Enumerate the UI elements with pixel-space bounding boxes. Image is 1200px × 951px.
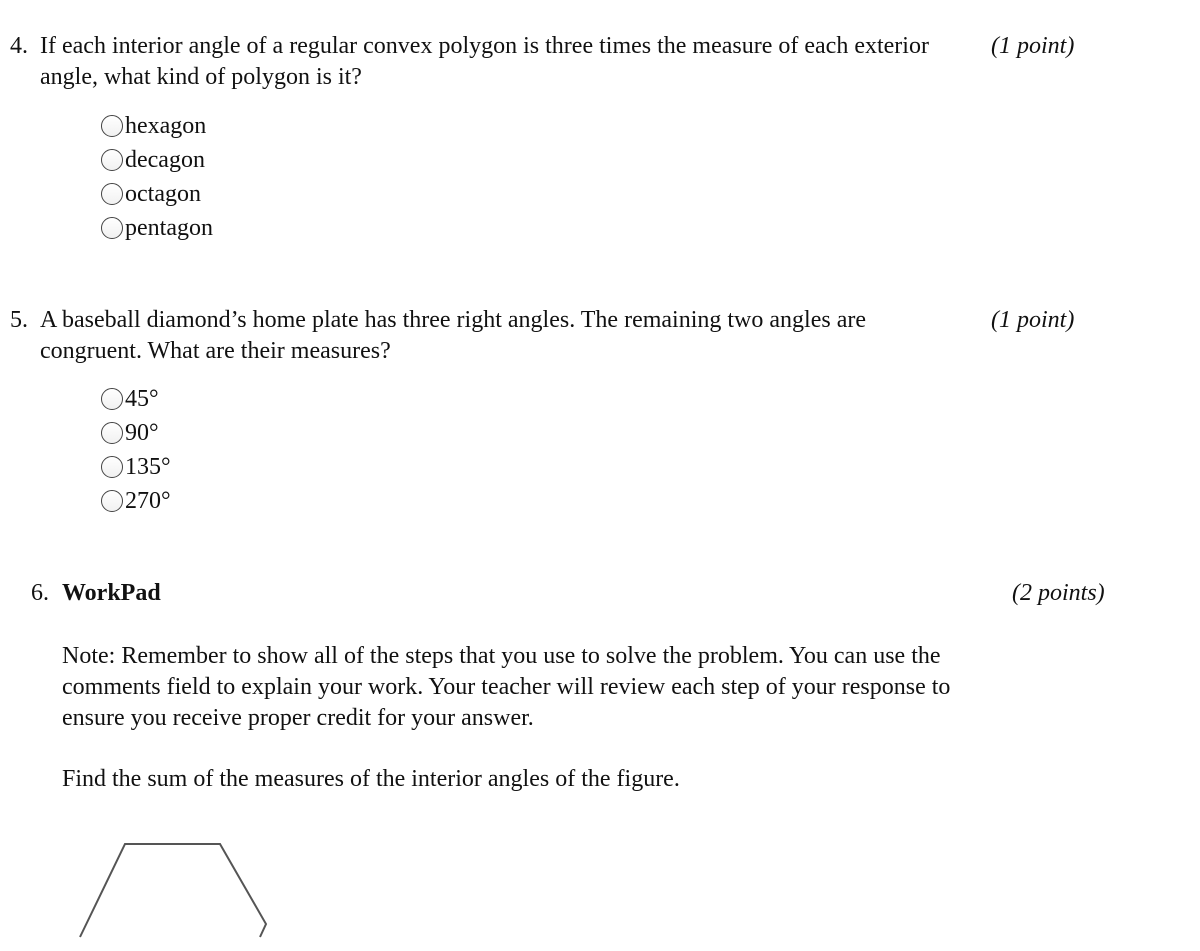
question-points: (2 points) — [1012, 580, 1105, 606]
choice-label[interactable]: 45° — [125, 385, 159, 412]
answer-choice[interactable] — [101, 109, 213, 143]
question-points: (1 point) — [991, 307, 1075, 333]
answer-choice[interactable] — [101, 450, 171, 484]
radio-button[interactable] — [101, 490, 123, 512]
answer-choices-q4 — [101, 109, 213, 245]
choice-label[interactable]: hexagon — [125, 112, 207, 139]
choice-label[interactable]: pentagon — [125, 214, 213, 241]
hexagon-shape — [70, 836, 280, 946]
choice-label[interactable]: decagon — [125, 146, 205, 173]
workpad-title: WorkPad — [62, 580, 161, 606]
choice-label[interactable]: 135° — [125, 453, 171, 480]
answer-choice[interactable] — [101, 382, 171, 416]
radio-button[interactable] — [101, 149, 123, 171]
workpad-note: Note: Remember to show all of the steps that you use to solve the problem. You can use the comments field to explain your work. Your teacher will review each step of your response to ensure you receive proper credit for your answer. — [62, 643, 951, 731]
question-text: If each interior angle of a regular convex polygon is three times the measure of each exterior angle, what kind of polygon is it? — [40, 33, 929, 90]
answer-choice[interactable] — [101, 177, 213, 211]
radio-button[interactable] — [101, 456, 123, 478]
radio-button[interactable] — [101, 388, 123, 410]
answer-choice[interactable] — [101, 211, 213, 245]
hexagon-outline — [80, 844, 266, 937]
question-points: (1 point) — [991, 33, 1075, 59]
radio-button[interactable] — [101, 115, 123, 137]
workpad-prompt: Find the sum of the measures of the interior angles of the figure. — [62, 766, 680, 792]
question-text: A baseball diamond’s home plate has three right angles. The remaining two angles are congruent. What are their measures? — [40, 307, 866, 364]
answer-choice[interactable] — [101, 416, 171, 450]
question-number: 4. — [10, 33, 28, 59]
answer-choice[interactable] — [101, 484, 171, 518]
radio-button[interactable] — [101, 422, 123, 444]
choice-label[interactable]: octagon — [125, 180, 201, 207]
question-number: 5. — [10, 307, 28, 333]
answer-choices-q5 — [101, 382, 171, 518]
choice-label[interactable]: 90° — [125, 419, 159, 446]
hexagon-figure — [70, 836, 280, 951]
answer-choice[interactable] — [101, 143, 213, 177]
choice-label[interactable]: 270° — [125, 487, 171, 514]
radio-button[interactable] — [101, 217, 123, 239]
radio-button[interactable] — [101, 183, 123, 205]
question-number: 6. — [31, 580, 49, 606]
